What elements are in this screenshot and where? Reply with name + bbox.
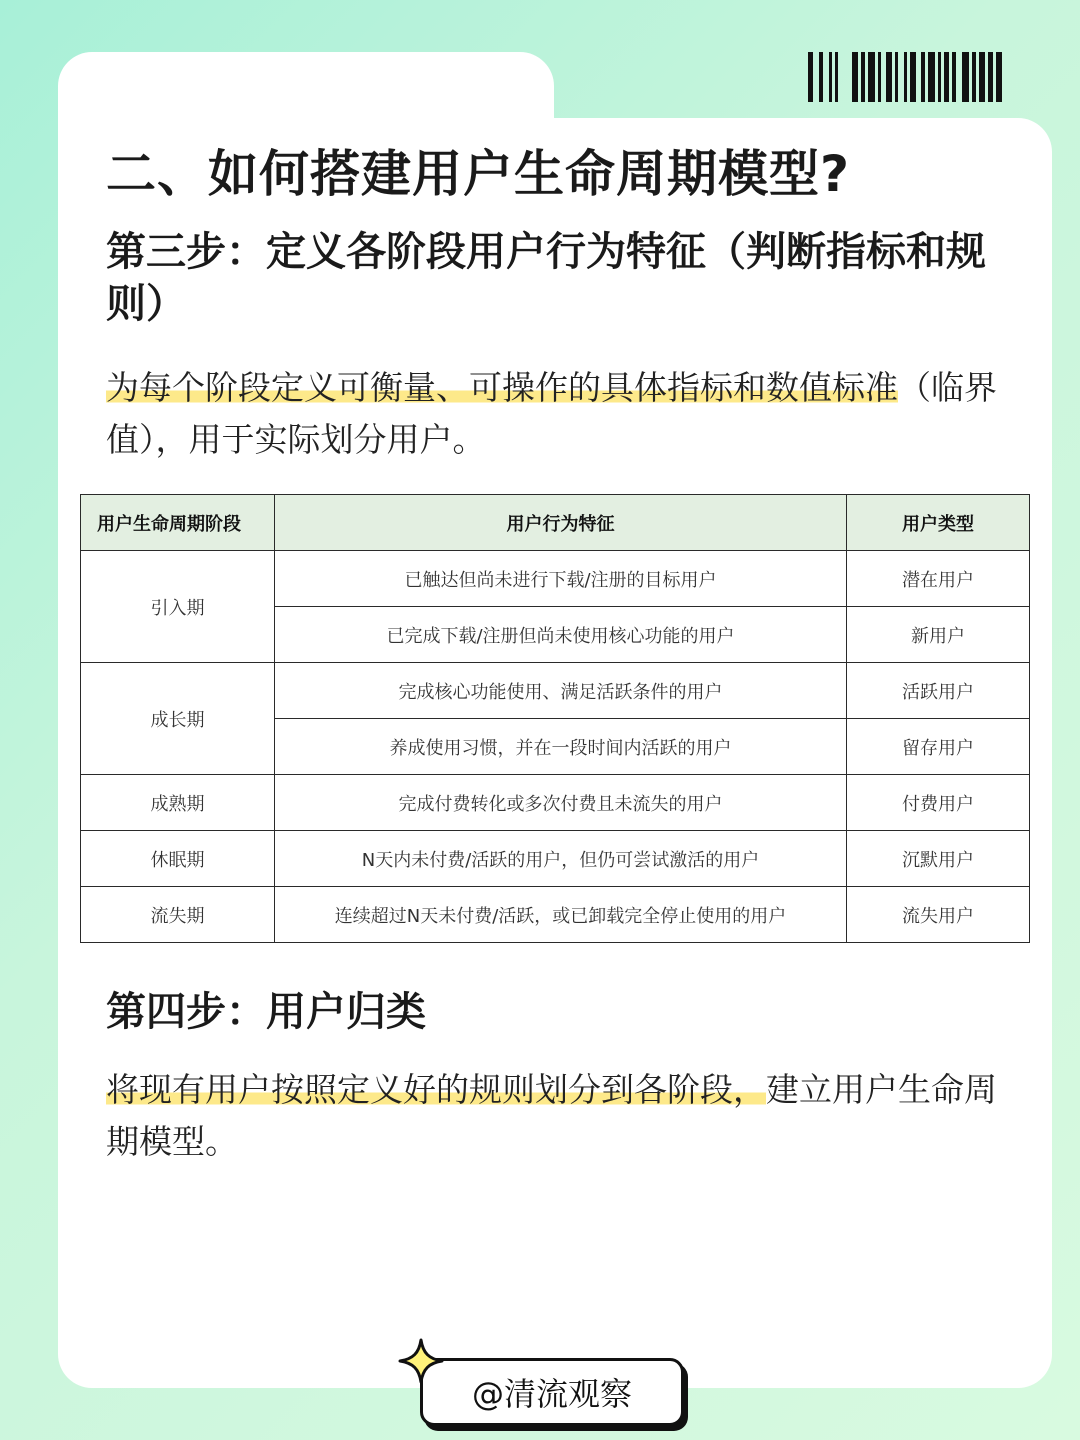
stage-cell: 成熟期	[81, 775, 275, 831]
barcode-icon	[808, 52, 1052, 102]
type-cell: 付费用户	[847, 775, 1030, 831]
behavior-cell: 连续超过N天未付费/活跃，或已卸载完全停止使用的用户	[275, 887, 847, 943]
table-header-row	[81, 495, 1030, 551]
stage-cell: 成长期	[81, 663, 275, 775]
author-handle: @清流观察	[420, 1358, 684, 1426]
stage-cell: 流失期	[81, 887, 275, 943]
type-cell: 留存用户	[847, 719, 1030, 775]
type-cell: 新用户	[847, 607, 1030, 663]
behavior-cell: N天内未付费/活跃的用户，但仍可尝试激活的用户	[275, 831, 847, 887]
step4-heading: 第四步：用户归类	[106, 989, 426, 1035]
step4-highlight: 将现有用户按照定义好的规则划分到各阶段，	[106, 1070, 766, 1109]
behavior-cell: 已触达但尚未进行下载/注册的目标用户	[275, 551, 847, 607]
behavior-cell: 完成核心功能使用、满足活跃条件的用户	[275, 663, 847, 719]
step3-description-rest: （临界值），用于实际划分用户。	[106, 368, 997, 459]
table-row	[81, 663, 1030, 719]
step4-description-rest: 建立用户生命周期模型。	[106, 1070, 997, 1161]
stage-cell: 休眠期	[81, 831, 275, 887]
table-row	[81, 831, 1030, 887]
type-cell: 潜在用户	[847, 551, 1030, 607]
type-cell: 活跃用户	[847, 663, 1030, 719]
step3-highlight-2: 可操作的具体指标和数值标准	[469, 368, 898, 407]
step3-heading: 第三步：定义各阶段用户行为特征（判断指标和规则）	[106, 229, 986, 327]
type-cell: 流失用户	[847, 887, 1030, 943]
header-stage: 用户生命周期阶段	[81, 495, 275, 551]
table-row	[81, 887, 1030, 943]
table-row	[81, 775, 1030, 831]
behavior-cell: 已完成下载/注册但尚未使用核心功能的用户	[275, 607, 847, 663]
stage-cell: 引入期	[81, 551, 275, 663]
header-user-type: 用户类型	[847, 495, 1030, 551]
step4-description	[106, 1064, 1026, 1168]
table-row	[81, 551, 1030, 607]
sparkle-icon	[398, 1338, 444, 1384]
page-title: 二、如何搭建用户生命周期模型?	[106, 145, 851, 203]
type-cell: 沉默用户	[847, 831, 1030, 887]
step3-highlight-1: 为每个阶段定义可衡量、	[106, 368, 469, 407]
behavior-cell: 养成使用习惯，并在一段时间内活跃的用户	[275, 719, 847, 775]
behavior-cell: 完成付费转化或多次付费且未流失的用户	[275, 775, 847, 831]
header-behavior: 用户行为特征	[275, 495, 847, 551]
step3-description	[106, 362, 1026, 466]
lifecycle-table	[80, 494, 1030, 943]
